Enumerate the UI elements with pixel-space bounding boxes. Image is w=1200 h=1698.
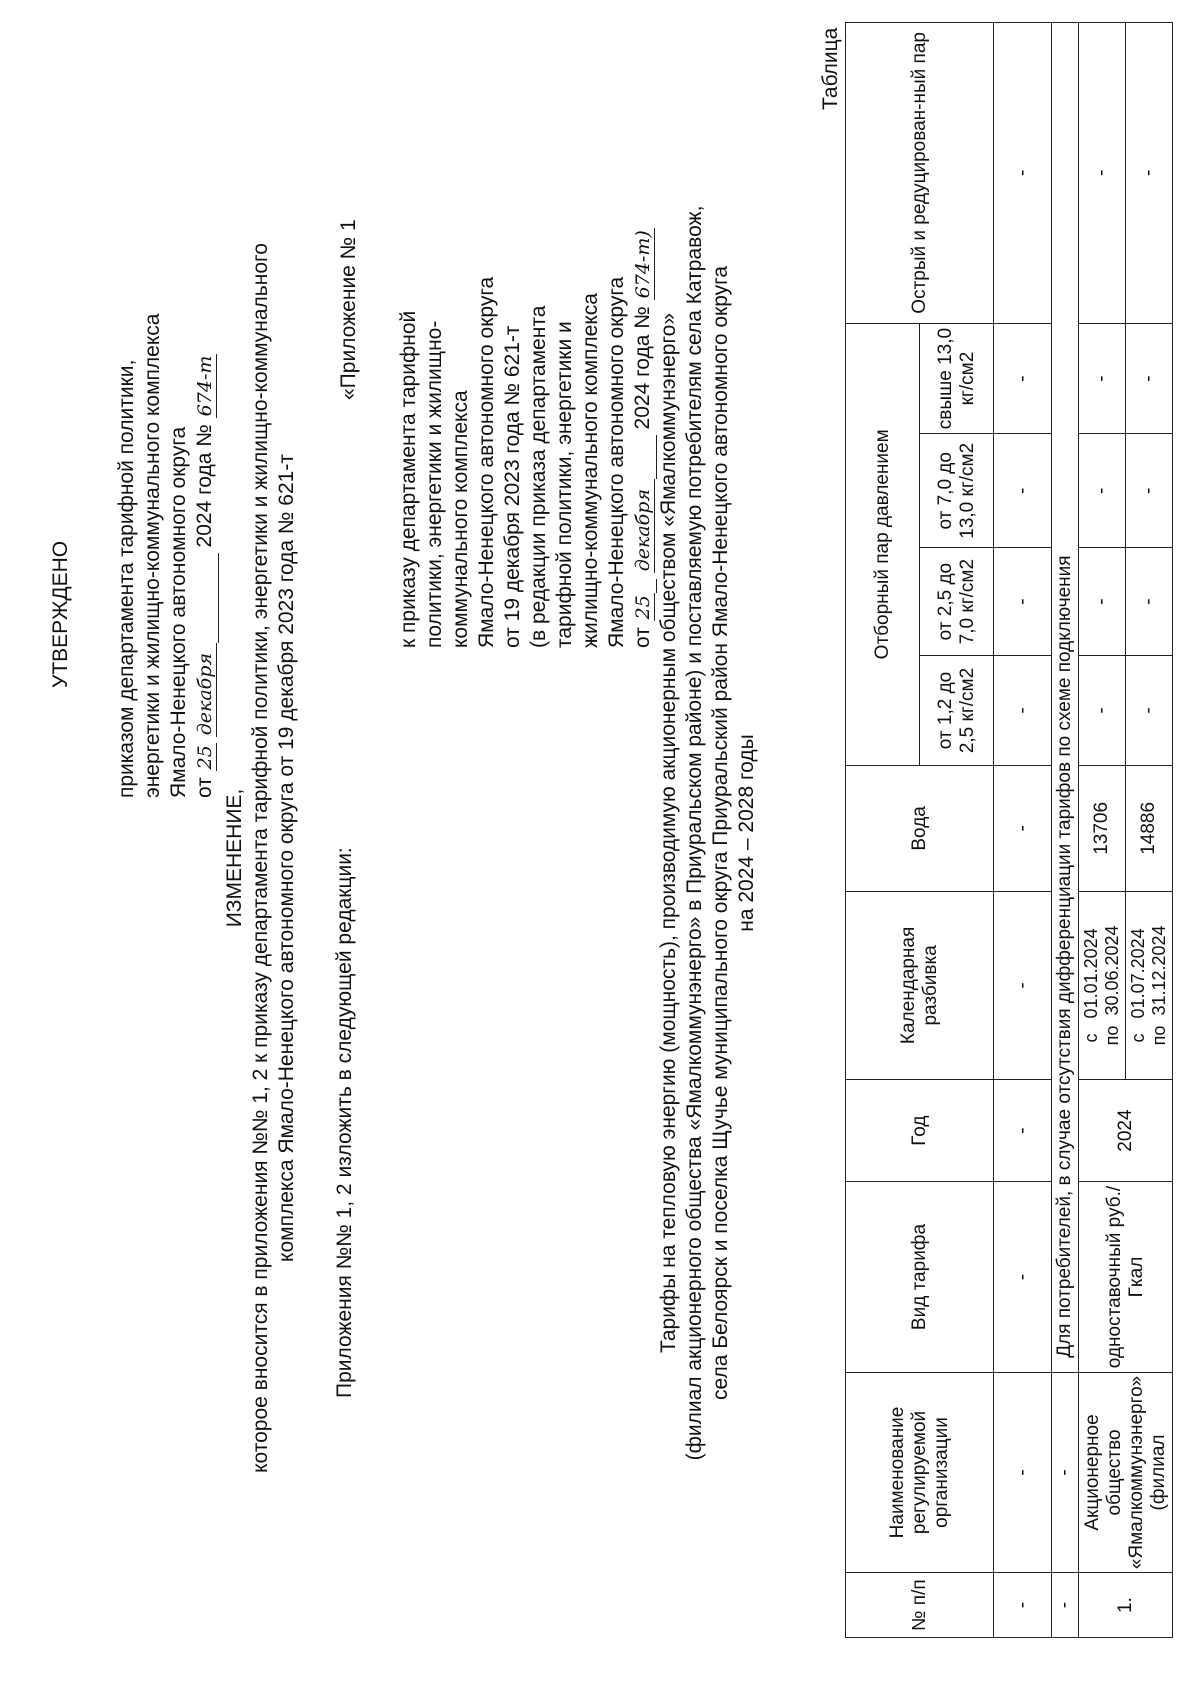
header-no: № п/п	[846, 1573, 994, 1638]
cell: -	[1052, 1372, 1079, 1572]
cell: -	[994, 891, 1052, 1079]
approval-date-line: от 25 декабря 2024 года № 674-т	[192, 314, 219, 798]
cell: -	[994, 323, 1052, 434]
appendix-line: коммунального комплекса	[449, 390, 472, 648]
tariff-title-line: (филиал акционерного общества «Ямалкоммунэнерго» в Приуральском районе) и поставляемую потребителям села Катравож,	[683, 205, 706, 1461]
appendix-date-month: декабря	[632, 479, 655, 573]
cell: -	[1126, 548, 1173, 656]
approval-stamp-title	[48, 541, 74, 688]
cell: -	[1079, 323, 1126, 434]
tariff-table	[845, 22, 1173, 1638]
appendix-line: тарифной политики, энергетики и	[553, 321, 576, 648]
entry-no: 1.	[1079, 1573, 1173, 1638]
approval-order-number: 674-т	[194, 355, 216, 417]
approval-line: энергетики и жилищно-коммунального комплекса	[141, 313, 164, 798]
cell: -	[994, 765, 1052, 891]
cell: -	[1052, 1573, 1079, 1638]
cell: -	[1079, 656, 1126, 766]
blank-line	[630, 435, 657, 479]
header-year: Год	[846, 1079, 994, 1181]
header-calendar: Календарная разбивка	[846, 891, 994, 1079]
header-sharp-steam: Острый и редуцирован-ный пар	[846, 23, 994, 324]
change-block	[222, 208, 300, 1508]
appendix-date-day: 25	[632, 595, 654, 620]
approval-date-month: декабря	[194, 643, 217, 737]
approval-line: Ямало-Ненецкого автономного округа	[167, 426, 190, 798]
header-steam-3: от 7,0 до 13,0 кг/см2	[920, 434, 994, 548]
appendix-line: к приказу департамента тарифной	[397, 310, 420, 648]
entry-water-2: 14886	[1126, 765, 1173, 891]
appendix-date-line: от 25 декабря 2024 года № 674-т)	[630, 228, 657, 648]
entry-tariff-type: одноставочный руб./Гкал	[1079, 1182, 1173, 1373]
entry-water-1: 13706	[1079, 765, 1126, 891]
tariff-title-line: на 2024 – 2028 годы	[735, 734, 758, 932]
entry-period-2: с 01.07.2024 по 31.12.2024	[1126, 891, 1173, 1079]
approval-block	[114, 314, 219, 798]
cell: -	[994, 23, 1052, 324]
cell: -	[994, 1573, 1052, 1638]
appendix-line: Ямало-Ненецкого автономного округа	[475, 276, 498, 648]
appendix-line: политики, энергетики и жилищно-	[423, 320, 446, 648]
cell: -	[1126, 23, 1173, 324]
appendix-block	[396, 228, 657, 648]
header-steam-1: от 1,2 до 2,5 кг/см2	[920, 656, 994, 766]
tariff-title-line: села Белоярск и поселка Щучье муниципального округа Приуральский район Ямало-Ненецкого автономного округа	[709, 265, 732, 1401]
cell: -	[994, 1079, 1052, 1181]
appendix-line: (в редакции приказа департамента	[527, 305, 550, 648]
table-row	[994, 23, 1052, 1638]
header-steam-group: Отборный пар давлением	[846, 323, 920, 765]
entry-org: Акционерное общество «Ямалкоммунэнерго» (филиал	[1079, 1372, 1173, 1572]
appendix-line: жилищно-коммунального комплекса	[579, 293, 602, 648]
change-statement: Приложения №№ 1, 2 изложить в следующей редакции:	[333, 847, 356, 1398]
cell: -	[994, 1372, 1052, 1572]
cell: -	[1126, 434, 1173, 548]
table-label: Таблица	[819, 27, 842, 110]
cell: -	[994, 548, 1052, 656]
appendix-line: Ямало-Ненецкого автономного округа	[605, 276, 628, 648]
appendix-order-number: 674-т)	[632, 230, 654, 299]
cell: -	[1079, 23, 1126, 324]
approval-date-day: 25	[194, 745, 216, 770]
cell: -	[1079, 434, 1126, 548]
blank-line	[192, 553, 219, 643]
change-line: которое вносится в приложения №№ 1, 2 к приказу департамента тарифной политики, энергетики и жилищно-коммунального	[249, 243, 272, 1473]
header-steam-2: от 2,5 до 7,0 кг/см2	[920, 548, 994, 656]
cell: -	[1079, 548, 1126, 656]
appendix-title: «Приложение № 1	[337, 219, 360, 400]
header-steam-4: свыше 13,0 кг/см2	[920, 323, 994, 434]
entry-period-1: с 01.01.2024 по 30.06.2024	[1079, 891, 1126, 1079]
header-tariff-type: Вид тарифа	[846, 1182, 994, 1373]
table-row	[1079, 23, 1126, 1638]
cell: -	[994, 434, 1052, 548]
appendix-line: от 19 декабря 2023 года № 621-т	[501, 325, 524, 648]
header-water: Вода	[846, 765, 994, 891]
approval-line: приказом департамента тарифной политики,	[115, 359, 138, 798]
cell: -	[994, 656, 1052, 766]
approval-title: УТВЕРЖДЕНО	[49, 540, 72, 688]
section-row-text: Для потребителей, в случае отсутствия дифференциации тарифов по схеме подключения	[1052, 23, 1079, 1373]
change-line: комплекса Ямало-Ненецкого автономного округа от 19 декабря 2023 года № 621-т	[275, 454, 298, 1262]
entry-year: 2024	[1079, 1079, 1173, 1181]
section-row	[1052, 23, 1079, 1638]
change-heading: ИЗМЕНЕНИЕ,	[223, 788, 246, 928]
cell: -	[1126, 656, 1173, 766]
header-org: Наименование регулируемой организации	[846, 1372, 994, 1572]
tariff-title-line: Тарифы на тепловую энергию (мощность), производимую акционерным обществом «Ямалкоммунэнерго»	[657, 312, 680, 1354]
cell: -	[994, 1182, 1052, 1373]
header-row	[846, 23, 920, 1638]
tariff-title	[656, 168, 760, 1498]
cell: -	[1126, 323, 1173, 434]
